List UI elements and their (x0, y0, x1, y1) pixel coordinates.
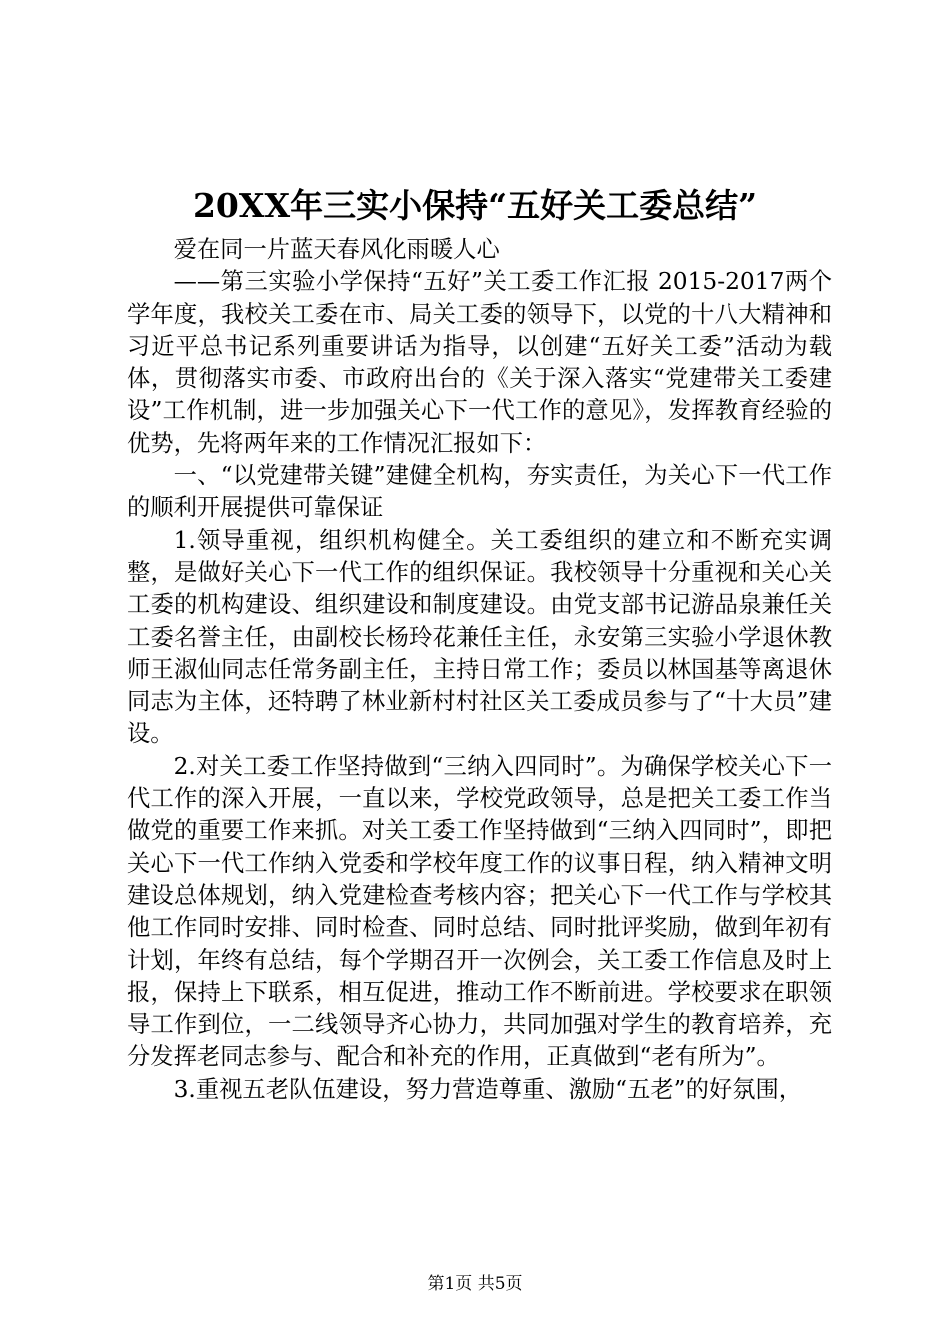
paragraph-intro: ——第三实验小学保持“五好”关工委工作汇报 2015-2017两个学年度，我校关工委在市、局关工委的领导下，以党的十八大精神和习近平总书记系列重要讲话为指导，以创建“五好关工委”活动为载体，贯彻落实市委、市政府出台的《关于深入落实“党建带关工委建设”工作机制，进一步加强关心下一代工作的意见》，发挥教育经验的优势，先将两年来的工作情况汇报如下： (127, 268, 832, 457)
paragraph-subtitle: 爱在同一片蓝天春风化雨暖人心 (173, 236, 500, 263)
document-body (127, 234, 832, 1106)
paragraph-item-2: 2.对关工委工作坚持做到“三纳入四同时”。为确保学校关心下一代工作的深入开展，一直以来，学校党政领导，总是把关工委工作当做党的重要工作来抓。对关工委工作坚持做到“三纳入四同时”，即把关心下一代工作纳入党委和学校年度工作的议事日程，纳入精神文明建设总体规划，纳入党建检查考核内容；把关心下一代工作与学校其他工作同时安排、同时检查、同时总结、同时批评奖励，做到年初有计划，年终有总结，每个学期召开一次例会，关工委工作信息及时上报，保持上下联系，相互促进，推动工作不断前进。学校要求在职领导工作到位，一二线领导齐心协力，共同加强对学生的教育培养，充分发挥老同志参与、配合和补充的作用，正真做到“老有所为”。 (127, 752, 832, 1071)
paragraph-section-heading: 一、“以党建带关键”建健全机构，夯实责任，为关心下一代工作的顺利开展提供可靠保证 (127, 462, 832, 522)
page-number-footer: 第1页 共5页 (427, 1274, 523, 1294)
document-title: 20XX年三实小保持“五好关工委总结” (192, 186, 758, 225)
paragraph-item-3: 3.重视五老队伍建设，努力营造尊重、激励“五老”的好氛围， (173, 1075, 803, 1103)
paragraph-item-1: 1.领导重视，组织机构健全。关工委组织的建立和不断充实调整，是做好关心下一代工作的组织保证。我校领导十分重视和关心关工委的机构建设、组织建设和制度建设。由党支部书记游品泉兼任关工委名誉主任，由副校长杨玲花兼任主任，永安第三实验小学退休教师王淑仙同志任常务副主任，主持日常工作；委员以林国基等离退休同志为主体，还特聘了林业新村村社区关工委成员参与了“十大员”建设。 (127, 526, 832, 748)
